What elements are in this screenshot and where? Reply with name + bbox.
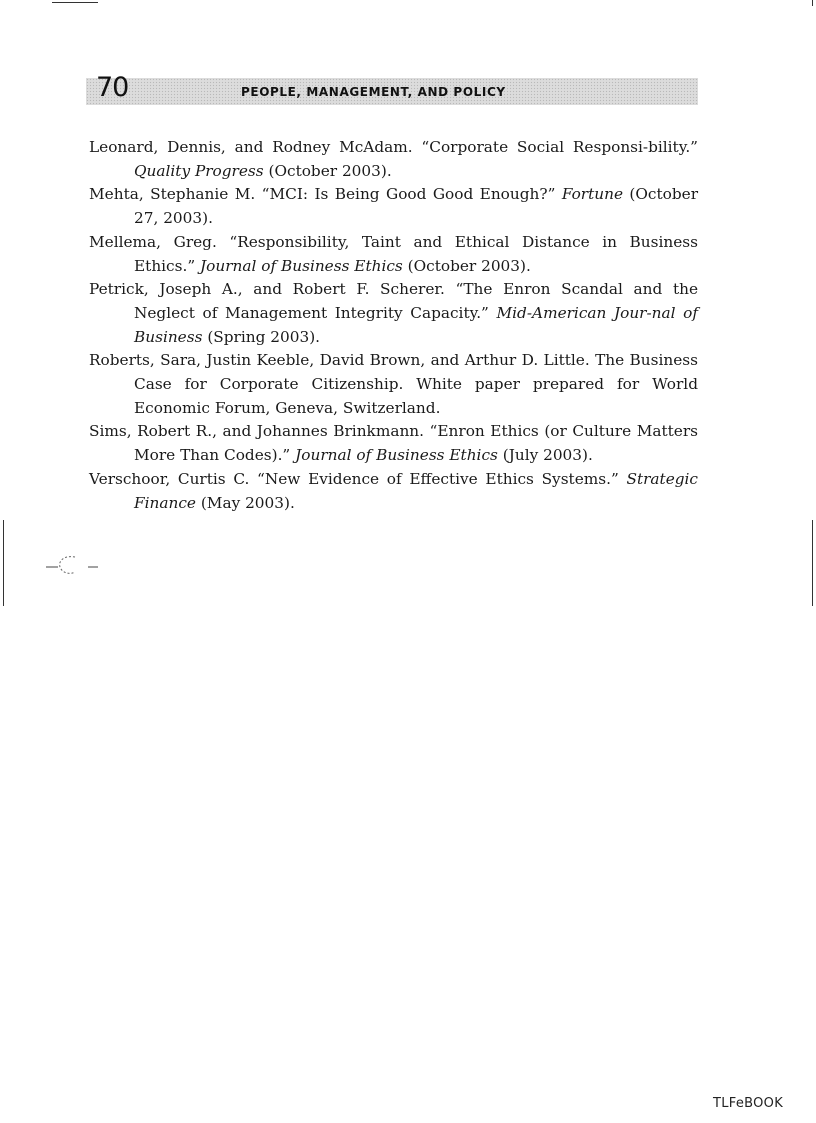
reference-text: Mehta, Stephanie M. “MCI: Is Being Good Good Enough?” [89, 185, 562, 204]
reference-text: Verschoor, Curtis C. “New Evidence of Effective Ethics Systems.” [89, 469, 627, 488]
reference-source-italic: Mid-American Jour-nal of Business [134, 303, 698, 346]
reference-source-italic: Journal of Business Ethics [200, 256, 403, 275]
reference-entry [89, 231, 698, 278]
reference-text: Sims, Robert R., and Johannes Brinkmann. “Enron Ethics (or Culture Matters More Than Codes).” [89, 422, 698, 465]
margin-rule-right [812, 520, 813, 606]
reference-source-italic: Quality Progress [134, 161, 264, 180]
crop-mark-top-left [52, 2, 98, 3]
reference-date: (October 27, 2003). [134, 185, 699, 228]
reference-entry [89, 468, 698, 515]
reference-text: Leonard, Dennis, and Rodney McAdam. “Corporate Social Responsi-bility.” [89, 138, 698, 156]
reference-source-italic: Strategic Finance [134, 469, 698, 512]
registration-mark-icon [44, 551, 102, 577]
reference-source-italic: Fortune [561, 185, 624, 204]
reference-entry [89, 278, 698, 349]
reference-date: (October 2003). [402, 256, 531, 275]
reference-entry [89, 349, 698, 420]
reference-date: (May 2003). [195, 493, 295, 512]
reference-entry [89, 420, 698, 467]
reference-date: (July 2003). [497, 446, 593, 465]
reference-entry [89, 183, 698, 230]
reference-date: (Spring 2003). [202, 327, 321, 346]
reference-date: (October 2003). [263, 161, 392, 180]
reference-text: Roberts, Sara, Justin Keeble, David Brown, and Arthur D. Little. The Business Case for Corporate Citizenship. White paper prepared for World Economic Forum, Geneva, Switzerland. [89, 351, 698, 417]
watermark: TLFeBOOK [713, 1096, 784, 1111]
running-head-title: PEOPLE, MANAGEMENT, AND POLICY [241, 85, 506, 99]
running-header [86, 72, 698, 105]
reference-entry [89, 136, 698, 183]
page-number: 70 [96, 72, 129, 103]
reference-text: Mellema, Greg. “Responsibility, Taint and Ethical Distance in Business Ethics.” [89, 232, 698, 275]
reference-source-italic: Journal of Business Ethics [295, 446, 498, 465]
reference-text: Petrick, Joseph A., and Robert F. Scherer. “The Enron Scandal and the Neglect of Management Integrity Capacity.” [89, 280, 698, 322]
margin-rule-left [3, 520, 4, 606]
reference-list [89, 136, 698, 515]
crop-mark-top-right [812, 0, 813, 6]
